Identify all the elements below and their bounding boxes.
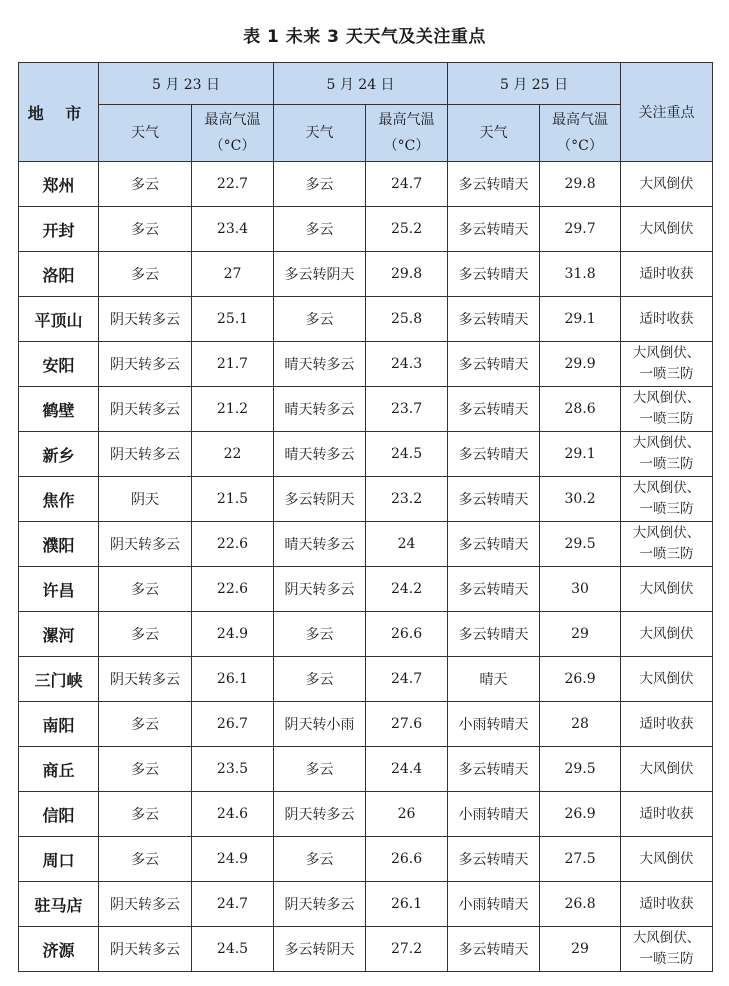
header-weather-1: 天气 [99, 105, 192, 162]
city-cell: 周口 [19, 837, 99, 882]
table-row [19, 702, 713, 747]
temp-cell-day2: 26 [366, 792, 448, 837]
weather-cell-day3: 多云转晴天 [448, 747, 540, 792]
focus-cell [621, 747, 713, 792]
header-date-3: 5 月 25 日 [448, 63, 621, 105]
focus-cell [621, 297, 713, 342]
weather-cell-day2: 晴天转多云 [274, 387, 366, 432]
weather-cell-day2: 多云转阴天 [274, 477, 366, 522]
focus-cell [621, 477, 713, 522]
focus-cell [621, 387, 713, 432]
city-cell: 信阳 [19, 792, 99, 837]
weather-cell-day2: 多云 [274, 612, 366, 657]
city-cell: 洛阳 [19, 252, 99, 297]
temp-cell-day3: 29.9 [540, 342, 621, 387]
weather-cell-day2: 阴天转多云 [274, 882, 366, 927]
temp-cell-day3: 29.5 [540, 522, 621, 567]
weather-cell-day1: 多云 [99, 567, 192, 612]
header-city: 地 市 [19, 63, 99, 162]
header-date-2: 5 月 24 日 [274, 63, 448, 105]
header-temp-label: 最高气温 [204, 112, 261, 128]
temp-cell-day2: 24.7 [366, 657, 448, 702]
weather-cell-day1: 多云 [99, 837, 192, 882]
city-cell: 驻马店 [19, 882, 99, 927]
temp-cell-day1: 24.7 [192, 882, 274, 927]
weather-cell-day1: 多云 [99, 612, 192, 657]
focus-cell [621, 792, 713, 837]
header-temp-1 [192, 105, 274, 162]
table-row [19, 837, 713, 882]
focus-line-1: 适时收获 [639, 805, 694, 822]
focus-cell [621, 162, 713, 207]
header-temp-label: 最高气温 [552, 112, 609, 128]
weather-cell-day1: 阴天转多云 [99, 297, 192, 342]
header-focus: 关注重点 [621, 63, 713, 162]
weather-cell-day3: 多云转晴天 [448, 477, 540, 522]
temp-cell-day2: 26.6 [366, 612, 448, 657]
temp-cell-day2: 26.6 [366, 837, 448, 882]
focus-line-2: 一喷三防 [639, 501, 694, 517]
temp-cell-day2: 25.8 [366, 297, 448, 342]
weather-cell-day3: 多云转晴天 [448, 837, 540, 882]
temp-cell-day2: 29.8 [366, 252, 448, 297]
temp-cell-day1: 21.2 [192, 387, 274, 432]
header-weather-2: 天气 [274, 105, 366, 162]
weather-cell-day1: 多云 [99, 702, 192, 747]
focus-line-1: 大风倒伏 [639, 625, 694, 642]
temp-cell-day2: 23.7 [366, 387, 448, 432]
temp-cell-day3: 30 [540, 567, 621, 612]
weather-cell-day1: 阴天转多云 [99, 522, 192, 567]
table-row [19, 342, 713, 387]
weather-cell-day1: 多云 [99, 252, 192, 297]
temp-cell-day3: 27.5 [540, 837, 621, 882]
temp-cell-day1: 22 [192, 432, 274, 477]
focus-cell [621, 342, 713, 387]
temp-cell-day3: 28 [540, 702, 621, 747]
temp-cell-day3: 31.8 [540, 252, 621, 297]
weather-cell-day2: 阴天转多云 [274, 567, 366, 612]
city-cell: 濮阳 [19, 522, 99, 567]
weather-cell-day3: 小雨转晴天 [448, 702, 540, 747]
temp-cell-day1: 21.5 [192, 477, 274, 522]
table-row [19, 477, 713, 522]
focus-cell [621, 657, 713, 702]
city-cell: 许昌 [19, 567, 99, 612]
focus-line-2: 一喷三防 [639, 411, 694, 427]
city-cell: 三门峡 [19, 657, 99, 702]
weather-cell-day3: 多云转晴天 [448, 612, 540, 657]
temp-cell-day1: 22.6 [192, 567, 274, 612]
temp-cell-day1: 26.1 [192, 657, 274, 702]
weather-cell-day3: 小雨转晴天 [448, 882, 540, 927]
header-temp-unit: （°C） [383, 138, 430, 154]
focus-line-1: 大风倒伏 [639, 175, 694, 192]
focus-line-1: 大风倒伏 [639, 850, 694, 867]
temp-cell-day1: 24.9 [192, 612, 274, 657]
temp-cell-day3: 29.7 [540, 207, 621, 252]
focus-line-1: 适时收获 [639, 310, 694, 327]
temp-cell-day3: 29 [540, 927, 621, 972]
temp-cell-day3: 26.9 [540, 792, 621, 837]
focus-line-2: 一喷三防 [639, 546, 694, 562]
weather-cell-day1: 阴天转多云 [99, 432, 192, 477]
table-row [19, 567, 713, 612]
temp-cell-day2: 27.6 [366, 702, 448, 747]
temp-cell-day1: 24.6 [192, 792, 274, 837]
focus-line-1: 大风倒伏、 [632, 390, 701, 406]
weather-cell-day3: 多云转晴天 [448, 342, 540, 387]
header-temp-unit: （°C） [557, 138, 603, 154]
table-row [19, 927, 713, 972]
weather-cell-day1: 阴天转多云 [99, 882, 192, 927]
weather-cell-day3: 小雨转晴天 [448, 792, 540, 837]
table-row [19, 747, 713, 792]
weather-cell-day3: 多云转晴天 [448, 252, 540, 297]
focus-cell [621, 882, 713, 927]
header-temp-2 [366, 105, 448, 162]
temp-cell-day1: 27 [192, 252, 274, 297]
weather-cell-day2: 晴天转多云 [274, 432, 366, 477]
weather-cell-day1: 阴天转多云 [99, 342, 192, 387]
focus-line-1: 大风倒伏、 [632, 525, 701, 541]
temp-cell-day2: 24.2 [366, 567, 448, 612]
focus-line-1: 大风倒伏、 [632, 435, 701, 451]
focus-cell [621, 837, 713, 882]
focus-line-1: 大风倒伏 [639, 760, 694, 777]
temp-cell-day1: 25.1 [192, 297, 274, 342]
temp-cell-day3: 29.5 [540, 747, 621, 792]
focus-cell [621, 522, 713, 567]
temp-cell-day2: 23.2 [366, 477, 448, 522]
focus-cell [621, 207, 713, 252]
temp-cell-day2: 24 [366, 522, 448, 567]
temp-cell-day2: 24.7 [366, 162, 448, 207]
temp-cell-day1: 22.7 [192, 162, 274, 207]
table-row [19, 882, 713, 927]
header-weather-3: 天气 [448, 105, 540, 162]
weather-cell-day3: 晴天 [448, 657, 540, 702]
focus-cell [621, 927, 713, 972]
city-cell: 新乡 [19, 432, 99, 477]
weather-cell-day3: 多云转晴天 [448, 432, 540, 477]
header-temp-label: 最高气温 [378, 112, 435, 128]
weather-cell-day2: 多云转阴天 [274, 927, 366, 972]
weather-cell-day1: 阴天转多云 [99, 657, 192, 702]
weather-cell-day2: 多云 [274, 162, 366, 207]
city-cell: 鹤壁 [19, 387, 99, 432]
weather-cell-day3: 多云转晴天 [448, 207, 540, 252]
temp-cell-day2: 26.1 [366, 882, 448, 927]
table-row [19, 612, 713, 657]
focus-line-1: 大风倒伏、 [632, 345, 701, 361]
focus-cell [621, 432, 713, 477]
focus-line-1: 大风倒伏 [639, 670, 694, 687]
weather-cell-day1: 多云 [99, 792, 192, 837]
temp-cell-day2: 25.2 [366, 207, 448, 252]
temp-cell-day2: 27.2 [366, 927, 448, 972]
weather-cell-day2: 多云 [274, 837, 366, 882]
temp-cell-day1: 23.5 [192, 747, 274, 792]
weather-cell-day2: 晴天转多云 [274, 342, 366, 387]
weather-cell-day2: 多云 [274, 747, 366, 792]
focus-line-1: 适时收获 [639, 265, 694, 282]
weather-cell-day2: 阴天转多云 [274, 792, 366, 837]
table-title: 表 1 未来 3 天天气及关注重点 [243, 27, 486, 47]
focus-cell [621, 252, 713, 297]
focus-line-1: 大风倒伏 [639, 220, 694, 237]
temp-cell-day2: 24.5 [366, 432, 448, 477]
focus-line-1: 大风倒伏、 [632, 480, 701, 496]
header-temp-unit: （°C） [209, 138, 256, 154]
focus-line-2: 一喷三防 [639, 951, 694, 967]
temp-cell-day3: 29 [540, 612, 621, 657]
table-row [19, 432, 713, 477]
weather-cell-day3: 多云转晴天 [448, 162, 540, 207]
table-row [19, 252, 713, 297]
header-date-1: 5 月 23 日 [99, 63, 274, 105]
focus-line-1: 大风倒伏 [639, 580, 694, 597]
weather-cell-day2: 多云 [274, 207, 366, 252]
city-cell: 开封 [19, 207, 99, 252]
temp-cell-day1: 24.9 [192, 837, 274, 882]
weather-cell-day1: 阴天 [99, 477, 192, 522]
weather-cell-day1: 多云 [99, 747, 192, 792]
table-row [19, 162, 713, 207]
temp-cell-day1: 23.4 [192, 207, 274, 252]
temp-cell-day3: 30.2 [540, 477, 621, 522]
temp-cell-day1: 22.6 [192, 522, 274, 567]
weather-cell-day3: 多云转晴天 [448, 297, 540, 342]
city-cell: 南阳 [19, 702, 99, 747]
table-row [19, 297, 713, 342]
temp-cell-day3: 29.1 [540, 297, 621, 342]
weather-cell-day2: 阴天转小雨 [274, 702, 366, 747]
table-row [19, 387, 713, 432]
weather-cell-day3: 多云转晴天 [448, 387, 540, 432]
temp-cell-day3: 29.1 [540, 432, 621, 477]
weather-cell-day2: 多云转阴天 [274, 252, 366, 297]
table-row [19, 522, 713, 567]
temp-cell-day3: 26.8 [540, 882, 621, 927]
focus-cell [621, 702, 713, 747]
weather-cell-day2: 多云 [274, 297, 366, 342]
city-cell: 济源 [19, 927, 99, 972]
focus-line-1: 适时收获 [639, 895, 694, 912]
weather-cell-day1: 多云 [99, 162, 192, 207]
focus-line-2: 一喷三防 [639, 366, 694, 382]
temp-cell-day3: 26.9 [540, 657, 621, 702]
weather-cell-day3: 多云转晴天 [448, 567, 540, 612]
temp-cell-day2: 24.4 [366, 747, 448, 792]
focus-line-2: 一喷三防 [639, 456, 694, 472]
weather-cell-day1: 阴天转多云 [99, 387, 192, 432]
temp-cell-day3: 29.8 [540, 162, 621, 207]
focus-line-1: 适时收获 [639, 715, 694, 732]
weather-cell-day3: 多云转晴天 [448, 522, 540, 567]
table-row [19, 657, 713, 702]
focus-cell [621, 567, 713, 612]
table-row [19, 207, 713, 252]
city-cell: 商丘 [19, 747, 99, 792]
temp-cell-day1: 24.5 [192, 927, 274, 972]
header-temp-3 [540, 105, 621, 162]
weather-cell-day1: 多云 [99, 207, 192, 252]
weather-table [18, 62, 713, 972]
table-body [19, 162, 713, 972]
temp-cell-day2: 24.3 [366, 342, 448, 387]
city-cell: 焦作 [19, 477, 99, 522]
city-cell: 郑州 [19, 162, 99, 207]
focus-line-1: 大风倒伏、 [632, 930, 701, 946]
temp-cell-day1: 26.7 [192, 702, 274, 747]
weather-cell-day2: 多云 [274, 657, 366, 702]
weather-cell-day1: 阴天转多云 [99, 927, 192, 972]
city-cell: 漯河 [19, 612, 99, 657]
table-row [19, 792, 713, 837]
city-cell: 安阳 [19, 342, 99, 387]
temp-cell-day1: 21.7 [192, 342, 274, 387]
focus-cell [621, 612, 713, 657]
weather-cell-day3: 多云转晴天 [448, 927, 540, 972]
city-cell: 平顶山 [19, 297, 99, 342]
weather-cell-day2: 晴天转多云 [274, 522, 366, 567]
temp-cell-day3: 28.6 [540, 387, 621, 432]
